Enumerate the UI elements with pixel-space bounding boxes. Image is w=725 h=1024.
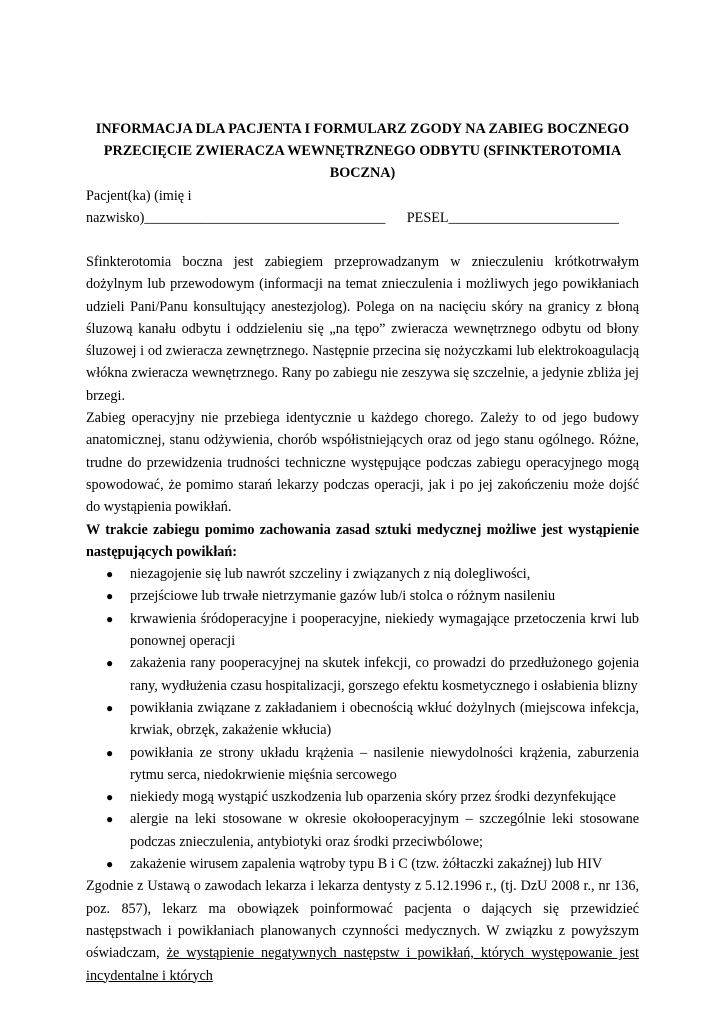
title-line-3: BOCZNA) bbox=[329, 165, 396, 181]
law-paragraph bbox=[86, 875, 639, 986]
bullet-icon: ● bbox=[106, 611, 114, 626]
list-item: ● powikłania ze strony układu krążenia – nasilenie niewydolności krążenia, zaburzenia rytmu serca, niedokrwienie mięśnia sercowego bbox=[130, 742, 639, 787]
bullet-icon: ● bbox=[106, 589, 114, 604]
bullet-icon: ● bbox=[106, 812, 114, 827]
list-item: ● przejściowe lub trwałe nietrzymanie gazów lub/i stolca o różnym nasileniu bbox=[130, 585, 639, 607]
bullet-icon: ● bbox=[106, 700, 114, 715]
spacer bbox=[86, 229, 639, 251]
document-title bbox=[86, 118, 639, 184]
bullet-icon: ● bbox=[106, 857, 114, 872]
law-paragraph-text: Zgodnie z Ustawą o zawodach lekarza i lekarza dentysty z 5.12.1996 r., (tj. DzU 2008 r., nr 136, poz. 857), lekarz ma obowiązek poinformować pacjenta o dających się przewidzieć następstwach i powikłaniach planowanych czynności medycznych. W związku z powyższym oświadczam, bbox=[86, 878, 639, 962]
bullet-icon: ● bbox=[106, 745, 114, 760]
list-item: ● krwawienia śródoperacyjne i pooperacyjne, niekiedy wymagające przetoczenia krwi lub ponownej operacji bbox=[130, 608, 639, 653]
bullet-icon: ● bbox=[106, 790, 114, 805]
pesel-field[interactable]: PESEL________________________ bbox=[406, 210, 619, 226]
list-item: ● niezagojenie się lub nawrót szczeliny i związanych z nią dolegliwości, bbox=[130, 563, 639, 585]
list-item: ● niekiedy mogą wystąpić uszkodzenia lub oparzenia skóry przez środki dezynfekujące bbox=[130, 786, 639, 808]
patient-name-label-1: Pacjent(ka) (imię i bbox=[86, 188, 192, 204]
bullet-icon: ● bbox=[106, 656, 114, 671]
intro-paragraph: Sfinkterotomia boczna jest zabiegiem przeprowadzanym w znieczuleniu krótkotrwałym dożylnym lub przewodowym (informacji na temat znieczulenia i możliwych jego powikłaniach udzieli Pani/Panu konsultujący anestezjolog). Polega on na nacięciu skóry na granicy z błoną śluzową kanału odbytu i oddzieleniu się „na tępo” zwieracza wewnętrznego odbytu od błony śluzowej i od zwieracza zewnętrznego. Następnie przecina się nożyczkami lub elektrokoagulacją włókna zwieracza wewnętrznego. Rany po zabiegu nie zeszywa się szczelnie, a jedynie zbliża jej brzegi. bbox=[86, 254, 639, 404]
patient-name-field[interactable]: nazwisko)__________________________________ bbox=[86, 210, 386, 226]
complications-list bbox=[86, 563, 639, 875]
variability-paragraph: Zabieg operacyjny nie przebiega identycznie u każdego chorego. Zależy to od jego budowy anatomicznej, stanu odżywienia, chorób współistniejących oraz od jego stanu ogólnego. Różne, trudne do przewidzenia trudności techniczne występujące podczas zabiegu operacyjnego mogą spowodować, że pomimo starań lekarzy podczas operacji, jak i po jej zakończeniu może dojść do wystąpienia powikłań. bbox=[86, 410, 639, 516]
list-item: ● alergie na leki stosowane w okresie okołooperacyjnym – szczególnie leki stosowane podczas znieczulenia, antybiotyki oraz środki przeciwbólowe; bbox=[130, 808, 639, 853]
list-item: ● powikłania związane z zakładaniem i obecnością wkłuć dożylnych (miejscowa infekcja, krwiak, obrzęk, zakażenie wkłucia) bbox=[130, 697, 639, 742]
complications-heading: W trakcie zabiegu pomimo zachowania zasad sztuki medycznej możliwe jest wystąpienie następujących powikłań: bbox=[86, 521, 639, 560]
title-line-2: PRZECIĘCIE ZWIERACZA WEWNĘTRZNEGO ODBYTU (SFINKTEROTOMIA bbox=[103, 143, 622, 159]
patient-name-row bbox=[86, 207, 639, 229]
list-item: ● zakażenie wirusem zapalenia wątroby typu B i C (tzw. żółtaczki zakaźnej) lub HIV bbox=[130, 853, 639, 875]
patient-fields bbox=[86, 185, 639, 229]
title-line-1: INFORMACJA DLA PACJENTA I FORMULARZ ZGODY NA ZABIEG BOCZNEGO bbox=[95, 121, 630, 137]
bullet-icon: ● bbox=[106, 567, 114, 582]
law-paragraph-underlined: że wystąpienie negatywnych następstw i powikłań, których występowanie jest incydentalne i których bbox=[86, 945, 639, 984]
list-item: ● zakażenia rany pooperacyjnej na skutek infekcji, co prowadzi do przedłużonego gojenia rany, wydłużenia czasu hospitalizacji, gorszego efektu kosmetycznego i osłabienia blizny bbox=[130, 652, 639, 697]
